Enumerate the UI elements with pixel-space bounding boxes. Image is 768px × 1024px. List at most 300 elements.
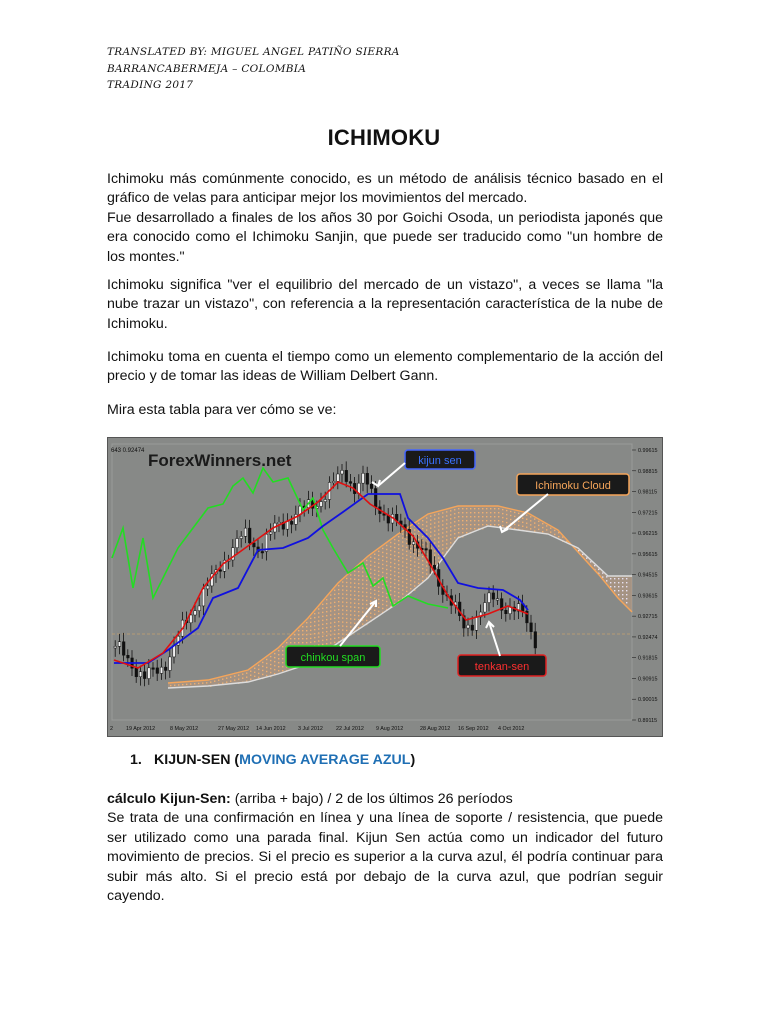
cloud-dot [398,560,399,561]
cloud-dot [394,559,395,560]
cloud-dot [414,529,415,530]
cloud-dot [346,590,347,591]
cloud-dot [458,532,459,533]
cloud-dot [486,512,487,513]
cloud-dot [342,605,343,606]
cloud-dot [378,607,379,608]
cloud-dot [618,594,619,595]
cloud-dot [402,537,403,538]
cloud-dot [322,632,323,633]
cloud-dot [418,571,419,572]
cloud-dot [366,604,367,605]
cloud-dot [382,560,383,561]
cloud-dot [530,516,531,517]
cloud-dot [318,608,319,609]
cloud-dot [526,515,527,516]
cloud-dot [246,677,247,678]
cloud-dot [350,598,351,599]
cloud-dot [330,626,331,627]
date-tick-label: 22 Jul 2012 [336,726,364,732]
candle-body [425,549,428,551]
cloud-dot [342,637,343,638]
cloud-dot [406,559,407,560]
cloud-dot [194,683,195,684]
cloud-dot [310,618,311,619]
candle-body [475,617,478,630]
cloud-dot [382,608,383,609]
cloud-dot [334,610,335,611]
cloud-dot [274,657,275,658]
cloud-dot [326,643,327,644]
cloud-dot [386,549,387,550]
cloud-dot [510,511,511,512]
cloud-dot [366,600,367,601]
ichimoku-chart-svg [108,438,662,736]
cloud-dot [438,529,439,530]
cloud-dot [378,571,379,572]
cloud-dot [414,585,415,586]
cloud-dot [390,562,391,563]
cloud-dot [374,574,375,575]
cloud-dot [490,516,491,517]
cloud-dot [466,524,467,525]
cloud-dot [354,587,355,588]
candle-body [509,607,512,614]
cloud-dot [370,561,371,562]
cloud-dot [402,557,403,558]
cloud-dot [422,536,423,537]
cloud-dot [458,512,459,513]
cloud-dot [486,516,487,517]
candle-body [190,615,193,623]
cloud-dot [494,516,495,517]
cloud-dot [370,597,371,598]
candle-body [530,623,533,632]
cloud-dot [442,528,443,529]
cloud-dot [390,542,391,543]
candle-body [143,672,146,679]
cloud-dot [366,576,367,577]
cloud-dot [342,621,343,622]
cloud-dot [606,576,607,577]
cloud-dot [342,589,343,590]
candle-body [244,528,247,536]
cloud-dot [262,674,263,675]
cloud-dot [506,514,507,515]
cloud-dot [386,577,387,578]
intro-paragraph-4: Ichimoku toma en cuenta el tiempo como un elemento complementario de la acción del precio y de tomar las ideas de William Delbert Gann. [107,349,663,385]
cloud-dot [430,519,431,520]
cloud-dot [482,512,483,513]
cloud-dot [426,561,427,562]
cloud-dot [474,528,475,529]
cloud-dot [378,551,379,552]
cloud-dot [306,626,307,627]
cloud-dot [358,599,359,600]
cloud-dot [278,670,279,671]
cloud-dot [342,629,343,630]
cloud-dot [626,578,627,579]
price-tick-label: 0.95615 [638,551,658,558]
cloud-dot [378,611,379,612]
cloud-dot [370,617,371,618]
cloud-dot [602,572,603,573]
cloud-dot [402,589,403,590]
cloud-dot [374,554,375,555]
cloud-dot [330,614,331,615]
cloud-dot [326,603,327,604]
cloud-dot [450,518,451,519]
cloud-dot [418,567,419,568]
cloud-dot [326,627,327,628]
cloud-dot [322,624,323,625]
cloud-dot [314,633,315,634]
cloud-dot [462,508,463,509]
cloud-dot [542,523,543,524]
cloud-dot [406,571,407,572]
cloud-dot [434,554,435,555]
cloud-dot [314,629,315,630]
cloud-dot [542,527,543,528]
cloud-dot [402,577,403,578]
cloud-dot [274,653,275,654]
cloud-dot [374,570,375,571]
cloud-dot [438,525,439,526]
cloud-dot [354,619,355,620]
cloud-dot [338,589,339,590]
cloud-dot [334,590,335,591]
cloud-dot [418,579,419,580]
cloud-dot [414,561,415,562]
cloud-dot [446,543,447,544]
candle-body [488,593,491,603]
candle-body [160,667,163,673]
cloud-dot [338,633,339,634]
cloud-dot [282,658,283,659]
candle-body [345,470,348,481]
date-tick-label: 9 Aug 2012 [376,726,404,732]
cloud-dot [242,674,243,675]
cloud-dot [386,569,387,570]
cloud-dot [614,582,615,583]
cloud-dot [362,611,363,612]
cloud-dot [442,536,443,537]
cloud-dot [410,552,411,553]
cloud-dot [494,508,495,509]
candle-body [269,532,272,534]
cloud-dot [406,591,407,592]
cloud-dot [342,609,343,610]
candle-body [337,474,340,481]
cloud-dot [354,599,355,600]
cloud-dot [426,529,427,530]
cloud-dot [454,517,455,518]
cloud-dot [398,596,399,597]
cloud-dot [354,607,355,608]
cloud-dot [338,585,339,586]
cloud-dot [330,638,331,639]
cloud-dot [330,622,331,623]
cloud-dot [270,664,271,665]
cloud-dot [378,575,379,576]
cloud-dot [502,517,503,518]
cloud-dot [178,684,179,685]
cloud-dot [482,524,483,525]
cloud-dot [394,579,395,580]
cloud-dot [350,590,351,591]
cloud-dot [546,529,547,530]
cloud-dot [278,666,279,667]
cloud-dot [346,582,347,583]
cloud-dot [358,619,359,620]
cloud-dot [466,528,467,529]
cloud-dot [470,528,471,529]
cloud-dot [474,520,475,521]
cloud-dot [542,531,543,532]
cloud-dot [378,567,379,568]
cloud-dot [622,582,623,583]
cloud-dot [478,524,479,525]
cloud-dot [358,595,359,596]
cloud-dot [334,598,335,599]
cloud-dot [294,642,295,643]
cloud-dot [382,568,383,569]
cloud-dot [534,522,535,523]
cloud-dot [334,630,335,631]
cloud-dot [422,556,423,557]
cloud-dot [358,567,359,568]
candle-body [467,625,470,628]
cloud-dot [422,572,423,573]
cloud-dot [370,585,371,586]
cloud-dot [390,574,391,575]
cloud-dot [482,508,483,509]
cloud-dot [554,530,555,531]
cloud-dot [458,508,459,509]
cloud-dot [494,520,495,521]
cloud-dot [394,539,395,540]
heading-name: KIJUN-SEN ( [154,752,240,768]
cloud-dot [414,569,415,570]
cloud-dot [374,562,375,563]
cloud-dot [410,584,411,585]
cloud-dot [374,594,375,595]
candle-body [362,473,365,483]
cloud-dot [438,517,439,518]
cloud-dot [402,565,403,566]
cloud-dot [366,564,367,565]
cloud-dot [422,544,423,545]
cloud-dot [402,533,403,534]
intro-paragraph-2: Fue desarrollado a finales de los años 30 por Goichi Osoda, un periodista japonés que era conocido como el Ichimoku Sanjin, que puede ser traducido como "un hombre de los montes." [107,210,663,265]
cloud-dot [526,519,527,520]
cloud-dot [302,630,303,631]
cloud-dot [526,527,527,528]
candle-body [169,657,172,671]
cloud-dot [386,557,387,558]
cloud-dot [270,668,271,669]
candle-body [206,586,209,589]
cloud-dot [554,534,555,535]
cloud-dot [446,519,447,520]
cloud-dot [330,642,331,643]
cloud-dot [418,575,419,576]
cloud-dot [578,550,579,551]
cloud-dot [386,573,387,574]
cloud-dot [398,536,399,537]
date-tick-label: 28 Aug 2012 [420,726,451,732]
date-tick-label: 4 Oct 2012 [498,726,525,732]
cloud-dot [382,556,383,557]
cloud-dot [466,532,467,533]
cloud-dot [406,551,407,552]
cloud-dot [546,525,547,526]
date-tick-label: 14 Jun 2012 [256,726,286,732]
cloud-dot [338,621,339,622]
cloud-dot [358,579,359,580]
cloud-dot [382,588,383,589]
cloud-dot [322,620,323,621]
cloud-dot [326,611,327,612]
cloud-dot [406,547,407,548]
candle-body [471,625,474,630]
cloud-dot [426,569,427,570]
cloud-dot [318,632,319,633]
cloud-dot [622,590,623,591]
cloud-dot [454,521,455,522]
cloud-dot [330,598,331,599]
cloud-dot [450,514,451,515]
cloud-dot [446,527,447,528]
cloud-dot [454,513,455,514]
cloud-dot [322,612,323,613]
cloud-dot [298,642,299,643]
cloud-callout-label: Ichimoku Cloud [535,480,611,492]
cloud-dot [486,520,487,521]
candle-body [219,570,222,572]
cloud-dot [290,642,291,643]
cloud-dot [522,522,523,523]
cloud-dot [398,556,399,557]
cloud-dot [386,581,387,582]
cloud-dot [382,604,383,605]
cloud-dot [286,642,287,643]
cloud-dot [190,683,191,684]
cloud-dot [334,622,335,623]
cloud-dot [358,591,359,592]
cloud-dot [450,542,451,543]
price-tick-label: 0.90015 [638,697,658,704]
cloud-dot [266,667,267,668]
cloud-dot [594,565,595,566]
candle-body [374,489,377,507]
cloud-dot [382,600,383,601]
cloud-dot [302,634,303,635]
cloud-dot [254,672,255,673]
cloud-dot [270,656,271,657]
candle-body [366,473,369,484]
cloud-dot [338,629,339,630]
calc-label: cálculo Kijun-Sen: [107,791,231,807]
cloud-dot [430,527,431,528]
cloud-dot [378,587,379,588]
cloud-dot [430,523,431,524]
cloud-dot [418,583,419,584]
cloud-dot [354,603,355,604]
cloud-dot [350,602,351,603]
cloud-dot [358,615,359,616]
cloud-dot [366,584,367,585]
cloud-dot [310,634,311,635]
date-tick-label: 8 May 2012 [170,726,199,732]
cloud-dot [262,662,263,663]
cloud-dot [446,523,447,524]
candle-body [164,667,167,670]
candle-body [278,522,281,524]
cloud-dot [446,511,447,512]
cloud-dot [350,578,351,579]
candle-body [148,668,151,679]
cloud-dot [618,578,619,579]
cloud-dot [494,512,495,513]
cloud-dot [538,521,539,522]
cloud-dot [338,637,339,638]
cloud-dot [450,510,451,511]
cloud-dot [278,654,279,655]
cloud-dot [378,563,379,564]
cloud-dot [622,586,623,587]
cloud-dot [390,558,391,559]
cloud-dot [350,586,351,587]
cloud-dot [226,682,227,683]
cloud-dot [474,516,475,517]
calc-body: Se trata de una confirmación en línea y una línea de soporte / resistencia, que puede ser utilizado como una parada final. Kijun Sen actúa como un indicador del futuro movimiento de precios. Si el precio es superior a la curva azul, él podría continuar para subir más alto. Si el precio está por debajo de la curva azul, que podrían seguir cayendo. [107,810,663,905]
cloud-dot [442,524,443,525]
cloud-dot [418,563,419,564]
cloud-dot [414,581,415,582]
candle-body [118,642,121,647]
cloud-dot [250,671,251,672]
cloud-dot [414,565,415,566]
price-tick-label: 0.92474 [638,634,658,641]
cloud-dot [626,586,627,587]
cloud-dot [474,512,475,513]
cloud-dot [358,587,359,588]
cloud-dot [446,547,447,548]
cloud-dot [354,595,355,596]
cloud-dot [442,532,443,533]
cloud-dot [590,561,591,562]
cloud-dot [342,633,343,634]
cloud-dot [346,578,347,579]
tenkan-callout-label: tenkan-sen [474,661,530,673]
cloud-dot [410,568,411,569]
date-tick-label: 16 Sep 2012 [458,726,489,732]
cloud-dot [326,631,327,632]
cloud-dot [338,597,339,598]
cloud-dot [422,524,423,525]
cloud-dot [410,580,411,581]
price-tick-label: 0.89115 [638,718,658,724]
cloud-dot [250,679,251,680]
cloud-dot [358,583,359,584]
candle-body [332,481,335,483]
candle-body [370,484,373,488]
cloud-dot [222,683,223,684]
date-tick-label: 19 Apr 2012 [126,726,156,732]
ichimoku-chart [107,437,663,737]
candle-body [412,542,415,545]
